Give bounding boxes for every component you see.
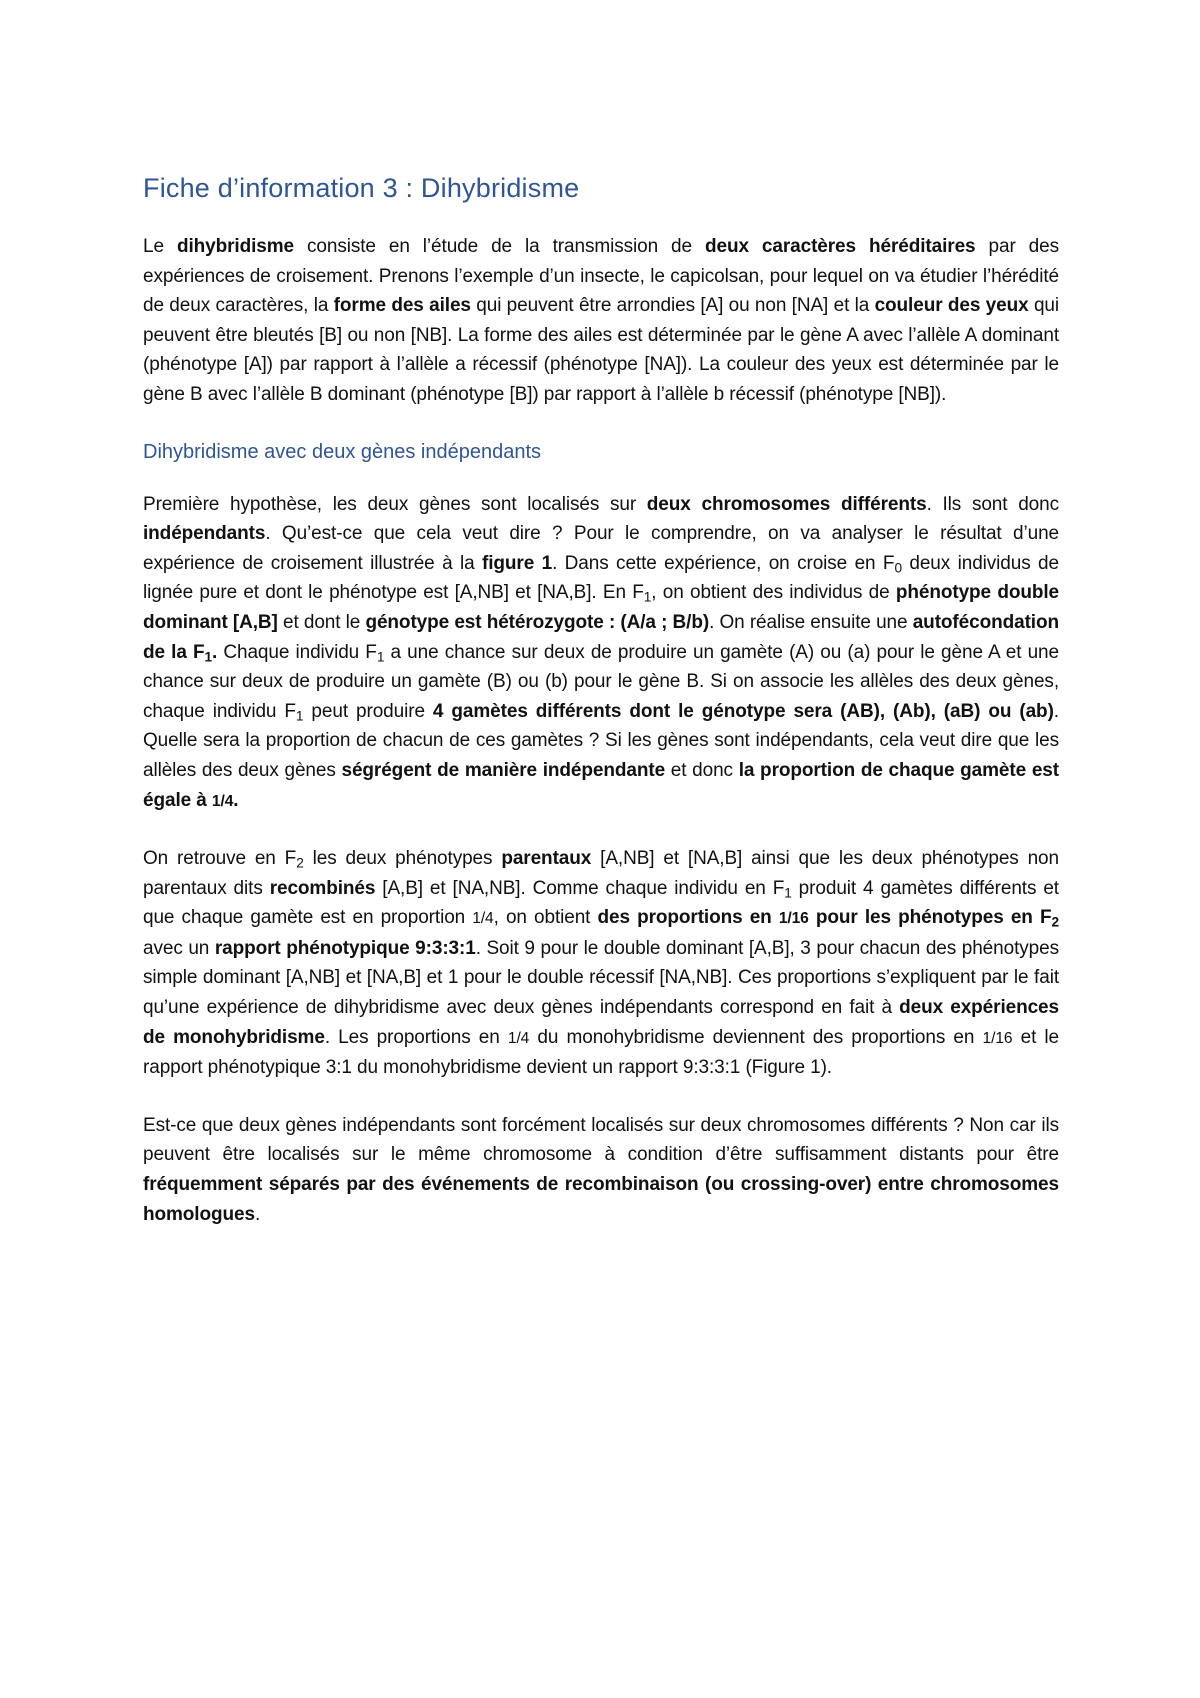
bold-text: la proportion de chaque gamète est égale à (143, 759, 1059, 811)
text-run: Première hypothèse, les deux gènes sont localisés sur (143, 493, 647, 515)
bold-text: forme des ailes (333, 295, 471, 317)
text-run: . Ils sont donc (926, 493, 1059, 515)
bold-text: indépendants (143, 523, 266, 545)
text-run: , on obtient des individus de (651, 582, 896, 604)
bold-text: autofécondation de la F (143, 611, 1059, 663)
bold-text: . (212, 641, 218, 663)
text-run: les deux phénotypes (303, 848, 502, 870)
bold-text: fréquemment séparés par des événements de recombinaison (ou crossing-over) entre chromosomes homologues (143, 1174, 1059, 1225)
text-run: et dont le (277, 611, 366, 633)
fraction: 1/16 (982, 1029, 1013, 1047)
text-run: Le (143, 236, 177, 257)
text-run: . Les proportions en (324, 1026, 508, 1048)
paragraph-2 (143, 844, 1059, 1083)
text-run: . (254, 1203, 261, 1225)
bold-text: deux expériences de monohybridisme (143, 997, 1059, 1048)
bold-text: phénotype double dominant [A,B] (143, 582, 1059, 633)
paragraph-1 (143, 490, 1059, 817)
text-run: qui peuvent être arrondies [A] ou non [NA] et la (470, 295, 875, 317)
document-title: Fiche d’information 3 : Dihybridisme (143, 173, 580, 203)
bold-text: figure 1 (481, 552, 553, 574)
subscript: 1 (295, 708, 304, 724)
text-run: par des expériences de croisement. Prenons l’exemple d’un insecte, le capicolsan, pour lequel on va étudier l’hérédité de deux caractères, la (143, 236, 1059, 317)
section-title: Dihybridisme avec deux gènes indépendants (143, 440, 542, 463)
text-run: et donc (665, 759, 739, 781)
bold-text: dihybridisme (176, 236, 294, 257)
text-run: peut produire (303, 700, 433, 722)
bold-text: recombinés (269, 877, 376, 899)
bold-text: rapport phénotypique 9:3:3:1 (214, 937, 476, 959)
text-run: du monohybridisme deviennent des proportions en (529, 1026, 983, 1048)
bold-text: parentaux (501, 848, 592, 870)
subscript: 1 (643, 589, 652, 605)
intro-paragraph (143, 232, 1059, 410)
bold-text: deux caractères héréditaires (704, 236, 976, 257)
text-run: Chaque individu F (217, 641, 377, 663)
text-run: qui peuvent être bleutés [B] ou non [NB]. La forme des ailes est déterminée par le gène A avec l’allèle A dominant (phénotype [A]) par rapport à l’allèle a récessif (phénotype [NA]). La couleur des yeux est déterminée par le gène B avec l’allèle B dominant (phénotype [B]) par rapport à l’allèle b récessif (phénotype [NB]). (143, 295, 1059, 405)
text-run: , on obtient (493, 907, 598, 929)
bold-text: . (233, 789, 239, 811)
text-run: consiste en l’étude de la transmission de (294, 236, 705, 257)
subscript: 1 (204, 648, 212, 664)
fraction: 1/4 (472, 910, 494, 928)
bold-text: génotype est hétérozygote : (A/a ; B/b) (365, 611, 710, 633)
text-run: . Qu’est-ce que cela veut dire ? Pour le comprendre, on va analyser le résultat d’une expérience de croisement illustrée à la (143, 523, 1059, 574)
subscript: 2 (1051, 914, 1059, 930)
paragraph-3 (143, 1111, 1059, 1229)
text-run: . Quelle sera la proportion de chacun de ces gamètes ? Si les gènes sont indépendants, cela veut dire que les allèles des deux gènes (143, 700, 1059, 781)
bold-text: couleur des yeux (874, 295, 1029, 317)
text-run: avec un (143, 937, 215, 959)
text-run: deux individus de lignée pure et dont le phénotype est [A,NB] et [NA,B]. En F (143, 552, 1059, 604)
text-run: a une chance sur deux de produire un gamète (A) ou (a) pour le gène A et une chance sur deux de produire un gamète (B) ou (b) pour le gène B. Si on associe les allèles des deux gènes, chaque individu F (143, 641, 1059, 722)
text-run: produit 4 gamètes différents et que chaque gamète est en proportion (143, 877, 1059, 929)
text-run: Est-ce que deux gènes indépendants sont forcément localisés sur deux chromosomes différents ? Non car ils peuvent être localisés sur le même chromosome à condition d’être suffisamment distants pour être (143, 1114, 1059, 1166)
subscript: 1 (376, 648, 385, 664)
fraction: 1/16 (778, 910, 809, 928)
bold-text: des proportions en (597, 907, 779, 929)
bold-text: pour les phénotypes en F (808, 907, 1052, 929)
text-run: [A,NB] et [NA,B] ainsi que les deux phénotypes non parentaux dits (143, 848, 1059, 899)
text-run: . On réalise ensuite une (709, 611, 913, 633)
text-run: [A,B] et [NA,NB]. Comme chaque individu en F (375, 877, 785, 899)
bold-text: 4 gamètes différents dont le génotype sera (AB), (Ab), (aB) ou (ab) (432, 700, 1054, 722)
text-run: . Dans cette expérience, on croise en F (552, 552, 895, 574)
subscript: 1 (784, 885, 792, 901)
text-run: On retrouve en F (143, 848, 297, 870)
bold-text: deux chromosomes différents (646, 493, 927, 515)
text-run: et le rapport phénotypique 3:1 du monohybridisme devient un rapport 9:3:3:1 (Figure 1). (143, 1026, 1060, 1079)
fraction: 1/4 (211, 792, 234, 810)
subscript: 0 (894, 560, 902, 576)
fraction: 1/4 (507, 1029, 530, 1047)
text-run: . Soit 9 pour le double dominant [A,B], 3 pour chacun des phénotypes simple dominant [A,NB] et [NA,B] et 1 pour le double récessif [NA,NB]. Ces proportions s’expliquent par le fait qu’une expérience de dihybridisme avec deux gènes indépendants correspond en fait à (143, 937, 1059, 1019)
subscript: 2 (296, 855, 304, 871)
bold-text: ségrégent de manière indépendante (341, 759, 666, 781)
